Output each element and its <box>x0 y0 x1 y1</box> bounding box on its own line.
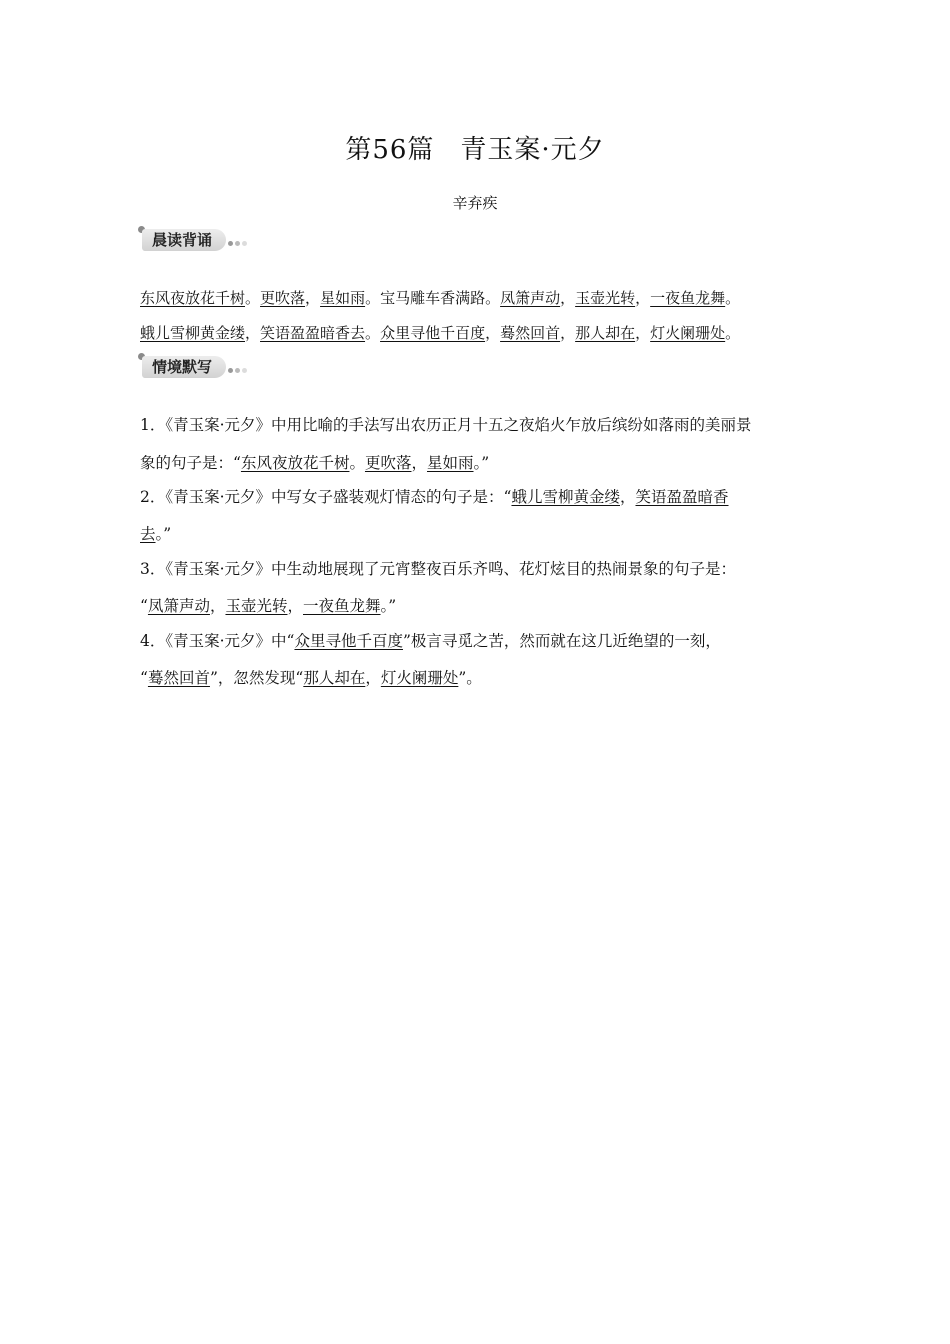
punct: ， <box>485 324 501 342</box>
answer-span: 一夜鱼龙舞 <box>650 289 726 307</box>
answer-span: 蓦然回首 <box>147 669 210 687</box>
answer-span: 众里寻他千百度 <box>380 324 486 342</box>
punct: 。 <box>349 454 365 472</box>
answer-span: 那人却在 <box>575 324 636 342</box>
punct: “ <box>140 669 148 687</box>
question-text: 1．《青玉案·元夕》中用比喻的手法写出农历正月十五之夜焰火乍放后缤纷如落雨的美丽景 <box>140 416 752 434</box>
punct: ”。 <box>458 669 482 687</box>
answer-span: 笑语盈盈暗香 <box>635 488 729 506</box>
question-text: 4．《青玉案·元夕》中“ <box>140 632 295 650</box>
answer-span: 更吹落 <box>364 454 412 472</box>
answer-span: 去 <box>140 525 156 543</box>
punct: 。 <box>725 289 741 307</box>
punct: ， <box>635 289 651 307</box>
punct: 。” <box>380 597 397 615</box>
answer-span: 东风夜放花千树 <box>240 454 350 472</box>
answer-span: 玉壶光转 <box>225 597 288 615</box>
answer-span: 凤箫声动 <box>147 597 210 615</box>
question-4-line-1 <box>140 631 820 651</box>
punct: ， <box>635 324 651 342</box>
question-text: 象的句子是：“ <box>140 454 241 472</box>
question-4-line-2 <box>140 668 820 688</box>
answer-span: 凤箫声动 <box>500 289 561 307</box>
punct: ， <box>560 324 576 342</box>
punct: 。” <box>155 525 172 543</box>
poem-text: 。宝马雕车香满路。 <box>365 289 501 307</box>
question-1-line-2 <box>140 453 820 473</box>
punct: ， <box>245 324 261 342</box>
punct: ， <box>305 289 321 307</box>
punct: 。” <box>473 454 490 472</box>
answer-span: 玉壶光转 <box>575 289 636 307</box>
question-1-line-1 <box>140 415 820 435</box>
question-2-line-2 <box>140 524 820 544</box>
answer-span: 灯火阑珊处 <box>650 324 726 342</box>
answer-span: 东风夜放花千树 <box>140 289 246 307</box>
section-tag-label: 情境默写 <box>142 356 226 378</box>
question-text: ”，忽然发现“ <box>209 669 304 687</box>
section-tag-context-dictation <box>138 353 258 383</box>
section-tag-label: 晨读背诵 <box>142 229 226 251</box>
answer-span: 众里寻他千百度 <box>294 632 403 650</box>
answer-span: 星如雨 <box>320 289 366 307</box>
question-2-line-1 <box>140 487 820 507</box>
dots-icon <box>228 368 249 374</box>
punct: ， <box>619 488 636 506</box>
question-3-line-2 <box>140 596 820 616</box>
punct: “ <box>140 597 148 615</box>
question-3-line-1 <box>140 559 820 579</box>
question-text: 3．《青玉案·元夕》中生动地展现了元宵整夜百乐齐鸣、花灯炫目的热闹景象的句子是： <box>140 560 737 578</box>
punct: ， <box>411 454 427 472</box>
punct: ， <box>287 597 303 615</box>
answer-span: 那人却在 <box>303 669 366 687</box>
answer-span: 星如雨 <box>427 454 474 472</box>
punct: ， <box>365 669 381 687</box>
author: 辛弃疾 <box>452 194 498 212</box>
section-tag-morning-reading <box>138 226 258 256</box>
answer-span: 一夜鱼龙舞 <box>303 597 381 615</box>
answer-span: 蛾儿雪柳黄金缕 <box>511 488 620 506</box>
punct: 。 <box>725 324 741 342</box>
punct: 。 <box>365 324 381 342</box>
poem-line-2 <box>140 323 820 343</box>
punct: ， <box>209 597 226 615</box>
poem-line-1 <box>140 288 820 308</box>
answer-span: 蛾儿雪柳黄金缕 <box>140 324 246 342</box>
question-text: ”极言寻觅之苦，然而就在这几近绝望的一刻， <box>402 632 721 650</box>
answer-span: 更吹落 <box>260 289 306 307</box>
answer-span: 蓦然回首 <box>500 324 561 342</box>
punct: ， <box>560 289 576 307</box>
page-title <box>0 132 950 168</box>
question-text: 2．《青玉案·元夕》中写女子盛装观灯情态的句子是：“ <box>140 488 512 506</box>
title-name: 青玉案·元夕 <box>460 135 605 165</box>
answer-span: 灯火阑珊处 <box>380 669 459 687</box>
punct: 。 <box>245 289 261 307</box>
dots-icon <box>228 241 249 247</box>
title-number: 第56篇 <box>345 135 435 165</box>
answer-span: 笑语盈盈暗香去 <box>260 324 366 342</box>
